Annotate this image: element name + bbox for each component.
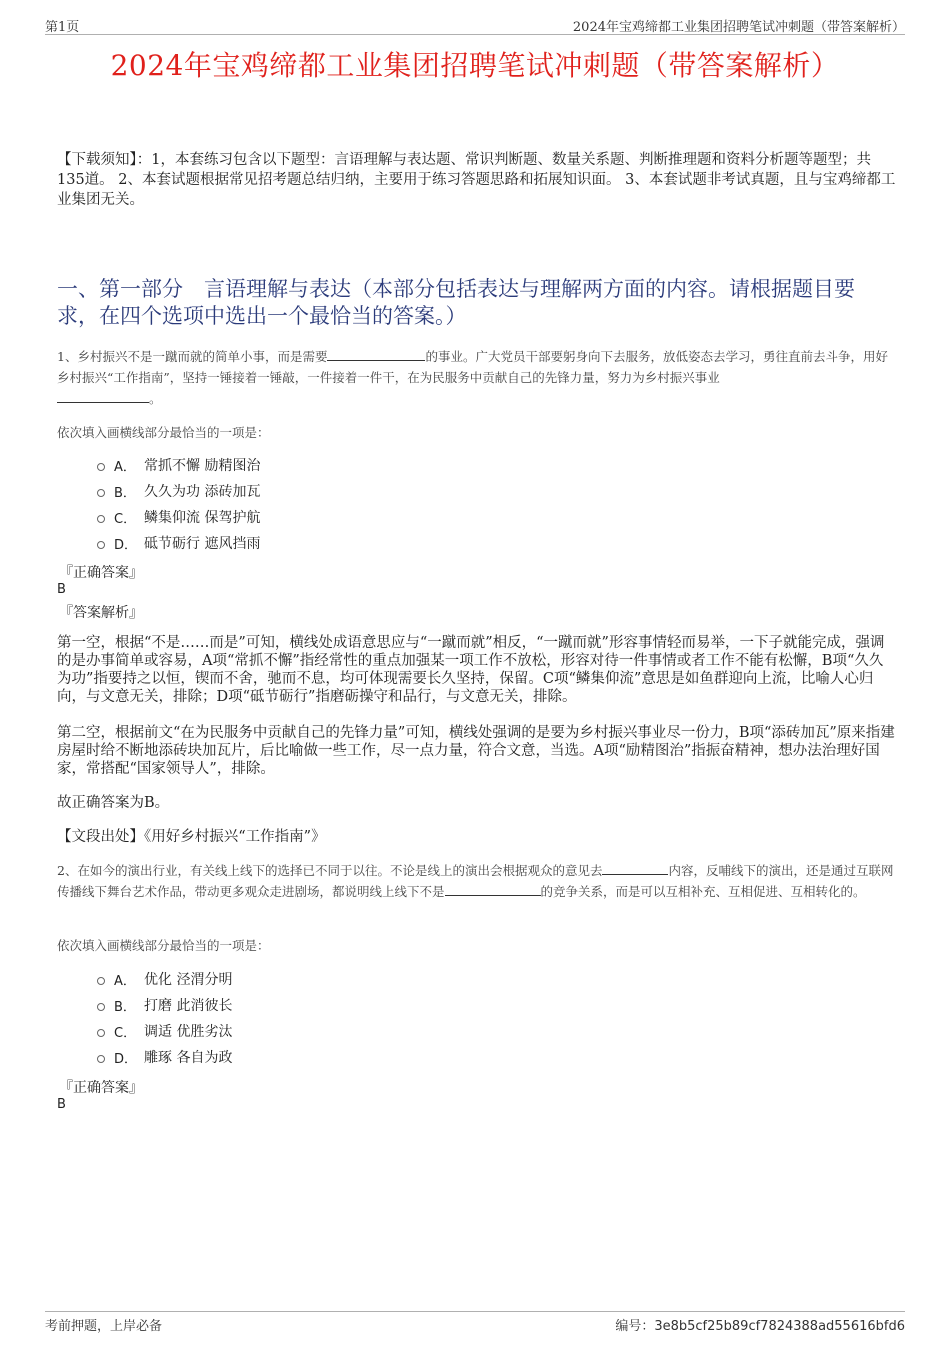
footer-code-label: 编号： — [615, 1319, 655, 1334]
answer-blank — [327, 346, 425, 361]
option-text: 调适 优胜劣汰 — [144, 1024, 233, 1040]
option-d[interactable] — [97, 1044, 232, 1070]
analysis-label: 『答案解析』 — [59, 605, 143, 621]
question-2-options — [97, 966, 232, 1070]
option-b[interactable] — [97, 478, 260, 504]
option-c[interactable] — [97, 1018, 232, 1044]
question-2-text — [57, 860, 898, 902]
correct-answer: B — [57, 1097, 66, 1112]
option-letter: D． — [114, 1051, 138, 1067]
option-letter: B． — [114, 999, 136, 1015]
question-2-text-part: 2、在如今的演出行业，有关线上线下的选择已不同于以往。不论是线上的演出会根据观众的意见去 — [57, 863, 603, 878]
correct-answer-label: 『正确答案』 — [59, 1080, 143, 1096]
radio-button[interactable] — [97, 463, 105, 471]
question-2-text-part: 内容，反哺线下的演出，还是通过互联网传播线下舞台艺术作品，带动更多观众走进剧场，都说明线上线下不是 — [57, 863, 894, 899]
footer-slogan: 考前押题，上岸必备 — [45, 1319, 163, 1334]
option-text: 雕琢 各自为政 — [144, 1050, 233, 1066]
radio-button[interactable] — [97, 977, 105, 985]
page-number: 第1页 — [45, 20, 80, 35]
answer-blank — [602, 860, 668, 875]
correct-answer-label: 『正确答案』 — [59, 565, 143, 581]
radio-button[interactable] — [97, 541, 105, 549]
analysis-conclusion: 故正确答案为B。 — [57, 795, 170, 811]
option-text: 常抓不懈 励精图治 — [144, 458, 261, 474]
option-letter: C． — [114, 511, 137, 527]
answer-blank — [445, 881, 541, 896]
option-b[interactable] — [97, 992, 232, 1018]
question-1-options — [97, 452, 260, 556]
document-title: 2024年宝鸡缔都工业集团招聘笔试冲刺题（带答案解析） — [110, 49, 840, 82]
page-header — [45, 14, 905, 35]
question-1-text — [57, 346, 898, 409]
radio-button[interactable] — [97, 1029, 105, 1037]
analysis-paragraph-1: 第一空，根据“不是……而是”可知，横线处成语意思应与“一蹴而就”相反，“一蹴而就”形容事情轻而易举，一下子就能完成，强调的是办事简单或容易，A项“常抓不懈”指经常性的重点加强某一项工作不放松，形容对待一件事情或者工作不能有松懈，B项“久久为功”指要持之以恒，锲而不舍，驰而不息，均可体现需要长久坚持，保留。C项“鳞集仰流”意思是如鱼群迎向上流，比喻人心归向，与文意无关，排除；D项“砥节砺行”指磨砺操守和品行，与文意无关，排除。 — [57, 635, 885, 705]
option-text: 砥节砺行 遮风挡雨 — [144, 536, 261, 552]
option-d[interactable] — [97, 530, 260, 556]
question-2-text-part: 的竞争关系，而是可以互相补充、互相促进、互相转化的。 — [540, 884, 866, 899]
radio-button[interactable] — [97, 515, 105, 523]
radio-button[interactable] — [97, 1055, 105, 1063]
footer-code — [615, 1315, 905, 1334]
option-text: 打磨 此消彼长 — [144, 998, 233, 1014]
option-a[interactable] — [97, 452, 260, 478]
option-letter: D． — [114, 537, 138, 553]
page-footer — [45, 1311, 905, 1332]
option-text: 优化 泾渭分明 — [144, 972, 233, 988]
option-letter: A． — [114, 973, 136, 989]
option-letter: A． — [114, 459, 136, 475]
radio-button[interactable] — [97, 489, 105, 497]
header-doc-name: 2024年宝鸡缔都工业集团招聘笔试冲刺题（带答案解析） — [572, 20, 905, 35]
option-letter: C． — [114, 1025, 137, 1041]
option-text: 鳞集仰流 保驾护航 — [144, 510, 261, 526]
radio-button[interactable] — [97, 1003, 105, 1011]
analysis-paragraph-2: 第二空，根据前文“在为民服务中贡献自己的先锋力量”可知，横线处强调的是要为乡村振兴事业尽一份力，B项“添砖加瓦”原来指建房屋时给不断地添砖块加瓦片，后比喻做一些工作，尽一点力量，符合文意，当选。A项“励精图治”指振奋精神，想办法治理好国家，常搭配“国家领导人”，排除。 — [57, 725, 895, 777]
source-citation: 【文段出处】《用好乡村振兴“工作指南”》 — [57, 829, 326, 845]
question-1-text-part: 的事业。广大党员干部要躬身向下去服务，放低姿态去学习，勇往直前去斗争，用好乡村振兴“工作指南”，坚持一锤接着一锤敲，一件接着一件干，在为民服务中贡献自己的先锋力量，努力为乡村振兴事业 — [57, 349, 888, 385]
option-letter: B． — [114, 485, 136, 501]
question-1-text-part: 。 — [149, 391, 162, 406]
option-c[interactable] — [97, 504, 260, 530]
download-notice: 【下载须知】：1，本套练习包含以下题型：言语理解与表达题、常识判断题、数量关系题、判断推理题和资料分析题等题型；共135道。 2、本套试题根据常见招考题总结归纳，主要用于练习答题思路和拓展知识面。 3、本套试题非考试真题，且与宝鸡缔都工业集团无关。 — [57, 152, 896, 208]
footer-code-value: 3e8b5cf25b89cf7824388ad55616bfd6 — [654, 1319, 905, 1334]
answer-blank — [57, 388, 149, 403]
option-text: 久久为功 添砖加瓦 — [144, 484, 261, 500]
section-heading: 一、第一部分 言语理解与表达（本部分包括表达与理解两方面的内容。请根据题目要求，在四个选项中选出一个最恰当的答案。） — [57, 277, 855, 328]
option-a[interactable] — [97, 966, 232, 992]
question-2-prompt: 依次填入画横线部分最恰当的一项是： — [57, 938, 270, 953]
question-1-text-part: 1、乡村振兴不是一蹴而就的简单小事，而是需要 — [57, 349, 328, 364]
question-1-prompt: 依次填入画横线部分最恰当的一项是： — [57, 425, 270, 440]
correct-answer: B — [57, 582, 66, 597]
